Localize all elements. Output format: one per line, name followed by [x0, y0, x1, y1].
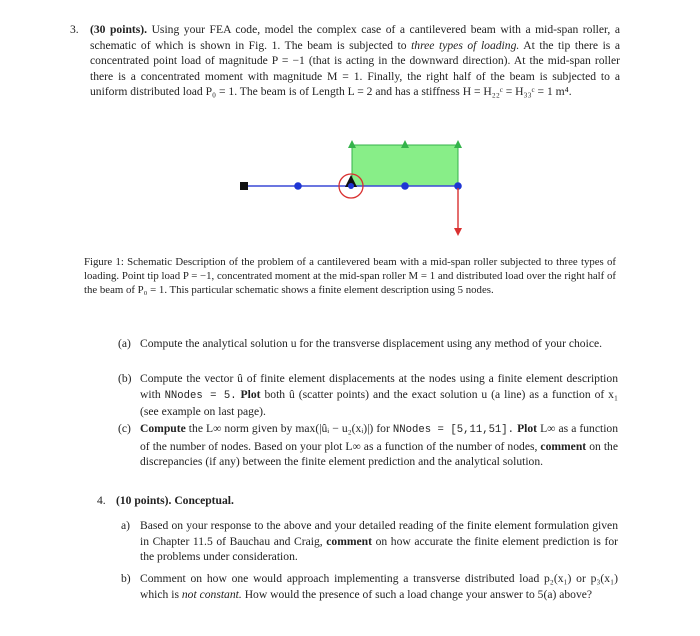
part-4a	[121, 518, 618, 565]
problem-3-intro: Using your FEA code, model the complex case of a cantilevered beam with a mid-span roller, a schematic of which is shown in Fig. 1. The beam is subjected to	[90, 23, 620, 52]
problem-3-moment: At the mid-span roller there is a concentrated moment with magnitude M = 1. Finally, the right half of the beam is subjected to a uniform distributed load P₀ = 1. The beam is of Length L = 2 and has a stiffness H = H	[90, 54, 620, 98]
part-4a-text-2: on how accurate the finite element prediction is for the problems under consideration.	[140, 534, 618, 563]
fe-node-3	[348, 183, 354, 189]
part-3b-text-1: Compute the vector û of finite element displacements at the nodes using a finite element description with	[140, 372, 618, 401]
part-4b-italic: not constant.	[181, 587, 242, 601]
part-3c-text-1: the L∞ norm given by max(|ûᵢ − u₂(xᵢ)|) for	[188, 422, 390, 435]
part-4a-text-1: Based on your response to the above and your detailed reading of the finite element formulation given in Chapter 11.5 of Bauchau and Craig,	[140, 519, 618, 548]
fixed-support	[240, 182, 248, 190]
problem-4-points: (10 points).	[116, 494, 172, 507]
part-3b-text-2: both û (scatter points) and the exact solution u (a line) as a function of x₁ (see example on last page).	[140, 387, 619, 418]
part-3b-code: NNodes = 5.	[164, 389, 237, 402]
part-3c-code: NNodes = [5,11,51].	[392, 424, 514, 436]
part-4a-label: a)	[121, 519, 131, 532]
distributed-load-arrow-2	[401, 140, 409, 148]
problem-3-tip-load: At the tip there is a concentrated point load of magnitude P = −1 (that is acting in the downward direction).	[90, 38, 621, 67]
part-4b-text-1: Comment on how one would approach implementing a transverse distributed load p₂(x₁) or p₃(x₁) which is	[140, 572, 618, 601]
part-3c-text-2: L∞ as a function of the number of nodes. Based on your plot L∞ as a function of the number of nodes,	[140, 422, 619, 453]
distributed-load-arrow-1	[348, 140, 356, 148]
part-4b-text-2: How would the presence of such a load change your answer to 5(a) above?	[244, 587, 593, 601]
fe-node-2	[294, 182, 302, 190]
part-3a-text: Compute the analytical solution u for the transverse displacement using any method of your choice.	[140, 337, 603, 350]
problem-3-stiffness: ₂₂ᶜ = H₃₃ᶜ = 1 m⁴.	[491, 85, 572, 98]
part-4b	[121, 571, 618, 602]
problem-3-three-types: three types of loading.	[411, 38, 520, 52]
problem-4-title: Conceptual.	[174, 494, 234, 507]
problem-3-number: 3.	[70, 23, 79, 36]
part-4b-label: b)	[121, 572, 131, 585]
part-3b	[118, 371, 619, 420]
part-3c-label: (c)	[118, 422, 131, 435]
part-3c-comment: comment	[540, 439, 587, 453]
distributed-load-region	[352, 145, 458, 186]
part-3b-label: (b)	[118, 372, 132, 385]
tip-load-arrow-head	[454, 228, 462, 236]
part-3c	[118, 421, 619, 470]
problem-4-number: 4.	[97, 494, 106, 507]
part-3c-text-3: on the discrepancies (if any) between the finite element prediction and the analytical solution.	[140, 439, 618, 468]
part-3c-compute: Compute	[140, 422, 186, 435]
distributed-load-arrow-3	[454, 140, 462, 148]
figure-caption: Figure 1: Schematic Description of the problem of a cantilevered beam with a mid-span roller subjected to three types of loading. Point tip load P = −1, concentrated moment at the mid-span roller M = 1 and distributed load over the right half of the beam of P₀ = 1. This particular schematic shows a finite element description using 5 nodes.	[84, 256, 616, 296]
problem-3-points: (30 points).	[90, 23, 148, 36]
part-3a-label: (a)	[118, 337, 131, 350]
part-3c-plot: Plot	[517, 422, 538, 435]
part-3b-plot: Plot	[240, 387, 261, 401]
part-4a-comment: comment	[326, 534, 372, 548]
fe-node-4	[401, 182, 409, 190]
problem-4-header	[97, 493, 616, 509]
part-3a	[118, 336, 618, 352]
